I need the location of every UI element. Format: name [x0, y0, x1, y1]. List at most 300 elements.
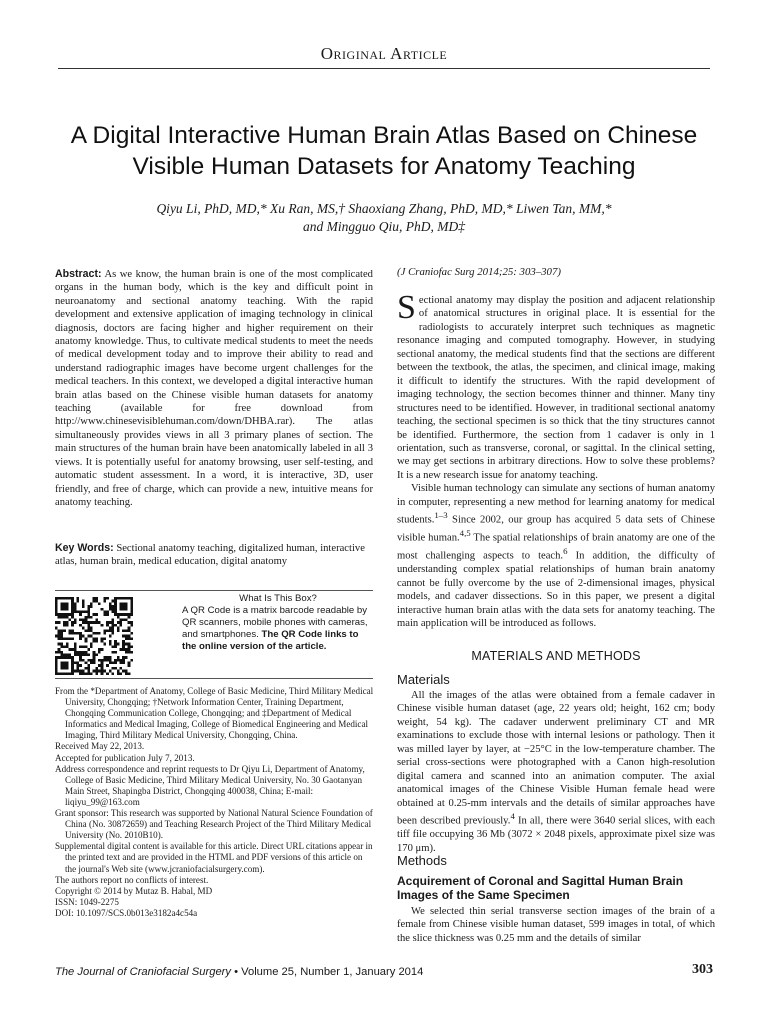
qr-module — [68, 632, 71, 635]
qr-code-icon[interactable] — [55, 597, 133, 675]
qr-module — [117, 597, 120, 600]
qr-module — [87, 610, 90, 613]
qr-module — [60, 651, 63, 654]
qr-module — [74, 610, 77, 613]
qr-module — [95, 637, 98, 640]
qr-module — [128, 597, 131, 600]
qr-module — [58, 613, 61, 616]
qr-module — [114, 602, 117, 605]
qr-module — [79, 613, 82, 616]
qr-module — [90, 602, 93, 605]
qr-module — [106, 664, 109, 667]
qr-box — [182, 593, 374, 653]
qr-module — [71, 613, 74, 616]
qr-module — [74, 621, 77, 624]
footnote-accepted: Accepted for publication July 7, 2013. — [55, 752, 195, 763]
qr-module — [98, 651, 101, 654]
qr-module — [68, 629, 71, 632]
qr-module — [60, 608, 63, 611]
qr-module — [63, 602, 66, 605]
qr-module — [117, 616, 120, 619]
qr-module — [120, 648, 123, 651]
qr-module — [93, 637, 96, 640]
qr-module — [125, 629, 128, 632]
qr-module — [125, 672, 128, 675]
qr-module — [130, 613, 133, 616]
qr-module — [98, 621, 101, 624]
qr-module — [74, 643, 77, 646]
qr-module — [85, 667, 88, 670]
qr-module — [68, 637, 71, 640]
qr-module — [60, 597, 63, 600]
qr-module — [60, 645, 63, 648]
intro-paragraph-2 — [397, 482, 715, 630]
qr-module — [114, 608, 117, 611]
qr-module — [58, 656, 61, 659]
qr-module — [109, 662, 112, 665]
qr-module — [71, 621, 74, 624]
authors-line-2: and Mingguo Qiu, PhD, MD‡ — [303, 219, 465, 234]
qr-module — [74, 619, 77, 622]
qr-module — [85, 672, 88, 675]
qr-module — [106, 672, 109, 675]
qr-module — [55, 597, 58, 600]
qr-module — [74, 662, 77, 665]
intro-p2-text-d: In addition, the difficulty of understanding complex spatial relationships of human brain anatomy cannot be fully overcome by the use of 2-dimensional images, physical models, and cadaver dissections. So in this paper, we present a digital interactive human brain atlas with the data sets for anatomy teaching. The main application will be introduced as follows. — [397, 550, 715, 630]
qr-module — [109, 602, 112, 605]
qr-module — [101, 648, 104, 651]
qr-module — [85, 616, 88, 619]
qr-module — [66, 672, 69, 675]
qr-module — [103, 610, 106, 613]
qr-module — [93, 670, 96, 673]
qr-module — [63, 608, 66, 611]
qr-module — [130, 659, 133, 662]
qr-module — [55, 651, 58, 654]
qr-module — [60, 613, 63, 616]
qr-module — [125, 656, 128, 659]
qr-module — [128, 648, 131, 651]
qr-module — [71, 659, 74, 662]
qr-module — [71, 667, 74, 670]
qr-module — [74, 645, 77, 648]
qr-module — [60, 664, 63, 667]
qr-module — [120, 659, 123, 662]
qr-module — [68, 597, 71, 600]
qr-module — [111, 619, 114, 622]
qr-module — [82, 619, 85, 622]
qr-module — [128, 635, 131, 638]
footnote-supplemental: Supplemental digital content is available for this article. Direct URL citations appear in the printed text and are provided in the HTML and PDF versions of this article on the journal's Web site (www.jcraniofacialsurgery.com). — [55, 841, 373, 874]
qr-module — [68, 653, 71, 656]
qr-module — [90, 616, 93, 619]
page-number: 303 — [692, 962, 713, 977]
qr-module — [93, 656, 96, 659]
qr-module — [103, 629, 106, 632]
dropcap: S — [397, 289, 416, 326]
qr-module — [122, 613, 125, 616]
qr-module — [82, 605, 85, 608]
qr-module — [90, 621, 93, 624]
qr-module — [95, 619, 98, 622]
qr-module — [130, 624, 133, 627]
qr-module — [55, 627, 58, 630]
qr-module — [130, 632, 133, 635]
qr-module — [122, 656, 125, 659]
qr-module — [98, 670, 101, 673]
qr-module — [55, 667, 58, 670]
qr-module — [120, 602, 123, 605]
qr-module — [66, 613, 69, 616]
qr-module — [130, 651, 133, 654]
qr-module — [111, 624, 114, 627]
qr-module — [79, 645, 82, 648]
qr-module — [71, 648, 74, 651]
qr-module — [128, 651, 131, 654]
qr-module — [77, 651, 80, 654]
qr-module — [60, 656, 63, 659]
qr-module — [122, 605, 125, 608]
qr-module — [93, 659, 96, 662]
ref-sup: 1–3 — [434, 510, 448, 521]
qr-module — [122, 597, 125, 600]
qr-module — [128, 645, 131, 648]
qr-module — [74, 632, 77, 635]
qr-module — [103, 632, 106, 635]
qr-module — [85, 610, 88, 613]
qr-module — [82, 670, 85, 673]
qr-module — [106, 621, 109, 624]
qr-module — [74, 653, 77, 656]
footnote-conflicts: The authors report no conflicts of interest. — [55, 874, 209, 885]
abstract-text: As we know, the human brain is one of the most complicated organs in the human body, which is the key and difficult point in neuroanatomy and sectional anatomy teaching. With the rapid development and extensive application of imaging technology in clinical diagnosis, doctors are facing higher and higher requirement on their anatomy knowledge. Thus, to cultivate medical students to meet the needs of medical development today and to improve their ability to read and understand radiographic images have become urgent challenges for the medical teachers. In this context, we developed a digital interactive human brain atlas based on the Chinese visible human datasets for anatomy teaching (available for free download from http://www.chinesevisiblehuman.com/down/DHBA.rar). The atlas simultaneously provides views in all 3 primary planes of section. The main structures of the human brain have been anatomically labeled in all 3 views. It is potentially useful for anatomy browsing, user self-testing, and automatic student assessment. In a word, it is interactive, 3D, user friendly, and free of charge, which can provide a new, intuitive means for anatomy teaching. — [55, 269, 373, 508]
qr-module — [125, 605, 128, 608]
qr-module — [114, 667, 117, 670]
qr-module — [68, 613, 71, 616]
qr-module — [111, 662, 114, 665]
materials-text-a: All the images of the atlas were obtained from a female cadaver in Chinese visible human dataset (age, 22 years old; height, 162 cm; body weight, 54 kg). The cadaver underwent preliminary CT and MR examinations to exclude those with internal lesions or pathology. Then it was milled layer by layer, at −25°C in the low-temperature chamber. The serial cross-sections were photographed with a Canon high-resolution digital camera and scanned into an animation computer. The axial anatomical images of the Chinese Visible Human female head were obtained at 0.25-mm intervals and the details of similar approaches have been described previously. — [397, 690, 715, 827]
qr-module — [106, 629, 109, 632]
qr-module — [55, 602, 58, 605]
qr-module — [87, 616, 90, 619]
qr-module — [63, 616, 66, 619]
qr-module — [117, 621, 120, 624]
qr-module — [128, 616, 131, 619]
qr-module — [111, 667, 114, 670]
qr-module — [103, 637, 106, 640]
qr-module — [130, 610, 133, 613]
qr-module — [125, 613, 128, 616]
qr-module — [109, 659, 112, 662]
qr-module — [114, 600, 117, 603]
qr-module — [125, 670, 128, 673]
qr-module — [87, 672, 90, 675]
qr-module — [130, 608, 133, 611]
qr-module — [95, 621, 98, 624]
qr-module — [63, 621, 66, 624]
footnote-affiliations: From the *Department of Anatomy, College of Basic Medicine, Third Military Medical University, Chongqing; †Network Information Center, Training Department, Chongqing Communication College, Chongqing; and ‡Department of Medical Informatics and Medical Imaging, College of Biomedical Engineering and Medical Imaging, Third Military Medical University, Chongqing, China. — [55, 686, 374, 741]
qr-module — [55, 605, 58, 608]
qr-module — [95, 667, 98, 670]
qr-module — [66, 643, 69, 646]
qr-module — [63, 597, 66, 600]
qr-module — [71, 616, 74, 619]
qr-module — [117, 672, 120, 675]
qr-module — [82, 635, 85, 638]
qr-module — [63, 656, 66, 659]
qr-module — [90, 662, 93, 665]
qr-module — [125, 619, 128, 622]
introduction — [397, 289, 715, 630]
qr-module — [66, 608, 69, 611]
qr-module — [95, 672, 98, 675]
qr-module — [109, 608, 112, 611]
qr-box-top-rule — [55, 590, 373, 591]
qr-module — [63, 667, 66, 670]
qr-module — [71, 608, 74, 611]
qr-module — [66, 656, 69, 659]
qr-module — [93, 613, 96, 616]
qr-module — [120, 597, 123, 600]
subheading-materials: Materials — [397, 672, 450, 687]
qr-module — [103, 656, 106, 659]
qr-module — [103, 613, 106, 616]
qr-module — [109, 627, 112, 630]
qr-module — [68, 648, 71, 651]
qr-module — [103, 597, 106, 600]
qr-box-heading: What Is This Box? — [239, 593, 317, 604]
qr-module — [79, 651, 82, 654]
qr-module — [87, 624, 90, 627]
qr-module — [114, 645, 117, 648]
qr-module — [120, 621, 123, 624]
qr-module — [87, 629, 90, 632]
qr-module — [63, 629, 66, 632]
qr-module — [120, 672, 123, 675]
qr-module — [85, 629, 88, 632]
qr-module — [109, 635, 112, 638]
qr-module — [68, 619, 71, 622]
qr-module — [117, 659, 120, 662]
qr-module — [114, 643, 117, 646]
qr-module — [103, 659, 106, 662]
qr-module — [93, 640, 96, 643]
qr-module — [109, 670, 112, 673]
qr-module — [111, 621, 114, 624]
running-footer — [55, 966, 423, 978]
qr-module — [101, 659, 104, 662]
section-label: Original Article — [320, 44, 448, 63]
qr-module — [87, 670, 90, 673]
qr-module — [71, 662, 74, 665]
qr-module — [85, 662, 88, 665]
qr-module — [77, 667, 80, 670]
qr-module — [58, 597, 61, 600]
qr-module — [87, 605, 90, 608]
qr-module — [85, 621, 88, 624]
qr-module — [85, 619, 88, 622]
qr-module — [55, 656, 58, 659]
qr-module — [66, 645, 69, 648]
qr-module — [90, 605, 93, 608]
qr-module — [130, 597, 133, 600]
qr-module — [111, 608, 114, 611]
qr-module — [90, 635, 93, 638]
qr-module — [55, 670, 58, 673]
qr-module — [60, 667, 63, 670]
qr-module — [128, 627, 131, 630]
qr-module — [55, 664, 58, 667]
qr-module — [101, 662, 104, 665]
qr-module — [71, 602, 74, 605]
keywords-label: Key Words: — [55, 542, 114, 554]
qr-module — [120, 662, 123, 665]
intro-p2-text-a: Visible human technology can simulate any sections of human anatomy in computer, representing a new method for learning anatomy for medical students. — [397, 483, 715, 526]
qr-module — [103, 670, 106, 673]
qr-module — [60, 635, 63, 638]
qr-module — [79, 619, 82, 622]
qr-module — [60, 632, 63, 635]
qr-module — [74, 651, 77, 654]
qr-module — [74, 605, 77, 608]
qr-module — [122, 662, 125, 665]
qr-module — [117, 613, 120, 616]
qr-module — [128, 621, 131, 624]
footnote-received: Received May 22, 2013. — [55, 741, 145, 752]
qr-module — [111, 645, 114, 648]
qr-module — [79, 635, 82, 638]
qr-module — [95, 640, 98, 643]
qr-module — [79, 656, 82, 659]
qr-module — [101, 670, 104, 673]
qr-module — [79, 624, 82, 627]
qr-module — [55, 600, 58, 603]
qr-module — [58, 648, 61, 651]
qr-module — [93, 621, 96, 624]
qr-module — [55, 672, 58, 675]
qr-module — [74, 602, 77, 605]
qr-module — [106, 597, 109, 600]
qr-module — [79, 672, 82, 675]
qr-module — [101, 637, 104, 640]
qr-module — [77, 664, 80, 667]
qr-module — [106, 613, 109, 616]
qr-module — [63, 637, 66, 640]
qr-module — [130, 605, 133, 608]
qr-module — [122, 643, 125, 646]
qr-module — [128, 672, 131, 675]
qr-module — [58, 632, 61, 635]
qr-module — [66, 605, 69, 608]
methods-body — [397, 905, 715, 945]
qr-module — [114, 651, 117, 654]
materials-body — [397, 689, 715, 855]
qr-module — [98, 648, 101, 651]
qr-module — [98, 664, 101, 667]
qr-module — [125, 637, 128, 640]
journal-name: The Journal of Craniofacial Surgery — [55, 966, 231, 978]
qr-module — [71, 664, 74, 667]
qr-module — [66, 597, 69, 600]
qr-module — [63, 653, 66, 656]
qr-module — [82, 610, 85, 613]
qr-module — [122, 602, 125, 605]
qr-module — [82, 659, 85, 662]
qr-module — [79, 637, 82, 640]
qr-module — [58, 672, 61, 675]
qr-module — [103, 643, 106, 646]
qr-module — [93, 651, 96, 654]
qr-module — [95, 597, 98, 600]
intro-p2-text-b: Since 2002, our group has acquired 5 data sets of Chinese visible human. — [397, 514, 715, 544]
qr-module — [74, 670, 77, 673]
qr-module — [106, 624, 109, 627]
qr-module — [63, 662, 66, 665]
qr-module — [71, 637, 74, 640]
qr-module — [87, 659, 90, 662]
subheading-methods: Methods — [397, 853, 447, 868]
qr-module — [128, 664, 131, 667]
qr-module — [101, 608, 104, 611]
qr-module — [77, 662, 80, 665]
qr-module — [55, 610, 58, 613]
journal-issue: Volume 25, Number 1, January 2014 — [241, 966, 424, 978]
qr-module — [125, 635, 128, 638]
intro-paragraph-1 — [397, 289, 715, 482]
qr-module — [111, 672, 114, 675]
citation: (J Craniofac Surg 2014;25: 303–307) — [397, 266, 561, 278]
qr-module — [71, 600, 74, 603]
qr-module — [98, 659, 101, 662]
qr-module — [111, 627, 114, 630]
qr-module — [93, 632, 96, 635]
qr-module — [87, 627, 90, 630]
qr-module — [66, 602, 69, 605]
qr-module — [106, 610, 109, 613]
qr-module — [120, 667, 123, 670]
qr-module — [82, 600, 85, 603]
qr-module — [71, 672, 74, 675]
qr-module — [106, 656, 109, 659]
qr-module — [60, 662, 63, 665]
qr-module — [82, 602, 85, 605]
qr-module — [109, 640, 112, 643]
qr-module — [82, 621, 85, 624]
qr-module — [120, 605, 123, 608]
qr-module — [55, 635, 58, 638]
qr-module — [77, 670, 80, 673]
qr-module — [63, 613, 66, 616]
keywords-text: Sectional anatomy teaching, digitalized human, interactive atlas, human brain, medical education, digital anatomy — [55, 543, 365, 568]
qr-module — [79, 653, 82, 656]
qr-module — [60, 616, 63, 619]
qr-module — [63, 664, 66, 667]
qr-module — [95, 632, 98, 635]
footnote-correspondence: Address correspondence and reprint requests to Dr Qiyu Li, Department of Anatomy, College of Basic Medicine, Third Military Medical University, No. 30 Gaotanyan Main Street, Shapingba District, Chongqing 400038, China; E-mail: liqiyu_99@163.com — [55, 763, 365, 807]
qr-module — [60, 653, 63, 656]
qr-module — [98, 602, 101, 605]
qr-module — [74, 648, 77, 651]
article-title: A Digital Interactive Human Brain Atlas Based on Chinese Visible Human Datasets for Anatomy Teaching — [70, 122, 698, 180]
qr-module — [85, 645, 88, 648]
qr-module — [122, 645, 125, 648]
qr-module — [63, 645, 66, 648]
qr-module — [66, 667, 69, 670]
footnote-grant: Grant sponsor: This research was supported by National Natural Science Foundation of China (No. 30872659) and Teaching Research Project of the Third Military Medical University (No. 2010B10). — [55, 808, 373, 841]
qr-module — [85, 640, 88, 643]
qr-module — [58, 635, 61, 638]
qr-module — [77, 632, 80, 635]
